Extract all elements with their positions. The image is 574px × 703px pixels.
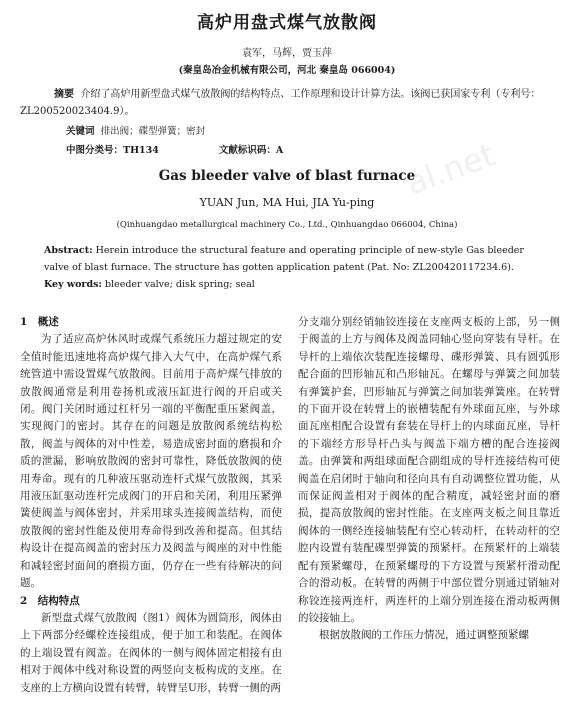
section-heading-1: 1 概述 <box>20 316 59 328</box>
abstract-english-text: Herein introduce the structural feature and operating principle of new-style Gas bleeder valve of blast furnace. The structure has gotten application patent (Pat. No: ZL200420117234.6). <box>44 245 524 273</box>
clc-label: 中图分类号： <box>66 145 124 156</box>
abstract-chinese-text: 介绍了高炉用新型盘式煤气放散阀的结构特点、工作原理和设计计算方法。该阀已获国家专利（专利号：ZL200520023404.9）。 <box>20 89 541 117</box>
authors-english: YUAN Jun, MA Hui, JIA Yu-ping <box>199 196 375 209</box>
abstract-english <box>44 242 544 276</box>
clc-value: TH134 <box>123 145 159 156</box>
watermark: al.net <box>401 135 500 203</box>
keywords-english <box>44 279 255 290</box>
title-chinese: 高炉用盘式煤气放散阀 <box>197 13 377 33</box>
doc-code-label: 文献标识码： <box>218 145 276 156</box>
title-english: Gas bleeder valve of blast furnace <box>158 168 416 184</box>
section-2-paragraph-overflow: 分支端分别经销轴铰连接在支座两支板的上部，另一侧于阀盖的上方与阀体及阀盖同轴心竖向穿装有导杆。在导杆的上端依次装配连接螺母、碟形弹簧、具有圆弧形配合面的凹形轴瓦和凸形轴瓦。在螺母与弹簧之间加装有弹簧护套，凹形轴瓦与弹簧之间加装弹簧座。在转臂的下面开设在转臂上的嵌槽装配有外球面瓦座，与外球面瓦座相配合设置有套装在导杆上的内球面瓦座，导杆的下端经方形导杆凸头与阀盖下端方槽的配合连接阀盖。由弹簧和两组球面配合副组成的导杆连接结构可使阀盖在启闭时于轴向和径向具有自动调整位置功能，从而保证阀盖相对于阀体的配合精度，减轻密封面的磨损，提高放散阀的密封性能。在支座两支板之间且靠近阀体的一侧经连接轴装配有空心转动杆，在转动杆的空腔内设置有装配碟型弹簧的预紧杆。在预紧杆的上端装配有预紧螺母，在预紧螺母的下方设置与预紧杆滑动配合的滑动板。在转臂的两侧于中部位置分别通过销轴对称铰连接两连杆，两连杆的上端分别连接在滑动板两侧的铰接轴上。 <box>298 316 560 624</box>
authors-chinese: 袁军，马辉，贾玉萍 <box>242 48 332 59</box>
keywords-chinese-text: 排出阀；碟型弹簧；密封 <box>100 126 206 137</box>
keywords-chinese-label: 关键词 <box>66 126 95 137</box>
section-2-paragraph: 新型盘式煤气放散阀（图1）阀体为圆筒形，阀体由上下两部分经螺栓连接组成，便于加工和装配。在阀体的上端设置有阀盖。在阀体的一侧与阀体固定相接有由相对于阀体中线对称设置的两竖向支板构成的支座。在支座的上方横向设置有转臂，转臂呈U形，转臂一侧的两 <box>20 611 282 694</box>
affiliation-english: (Qinhuangdao metallurgical machinery Co., Ltd., Qinhuangdao 066004, China) <box>116 220 458 230</box>
doc-code-value: A <box>275 145 284 156</box>
section-1-paragraph: 为了适应高炉休风时或煤气系统压力超过规定的安全值时能迅速地将高炉煤气排入大气中，在高炉煤气系统管道中需设置煤气放散阀。目前用于高炉煤气排放的放散阀通常是利用卷扬机或液压缸进行阀的开启或关闭。阀门关闭时通过杠杆另一端的平衡配重压紧阀盖，实现阀门的密封。其存在的问题是放散阀系统结构松散，阀盖与阀体的对中性差，易造成密封面的磨损和介质的泄漏，影响放散阀的密封可靠性，降低放散阀的使用寿命。现有的几种液压驱动连杆式煤气放散阀，其采用液压缸驱动连杆完成阀门的开启和关闭，利用压紧弹簧使阀盖与阀体密封，并采用球头连接阀盖结构，而使放散阀的密封性能及使用寿命得到改善和提高。但其结构设计在提高阀盖的密封压力及阀盖与阀座的对中性能和减轻密封面间的磨损方面，仍存在一些有待解决的问题。 <box>20 333 282 590</box>
section-2-paragraph-continued: 根据放散阀的工作压力情况，通过调整预紧螺 <box>319 629 529 642</box>
keywords-english-label: Key words: <box>44 279 102 290</box>
abstract-english-label: Abstract: <box>44 245 93 256</box>
classification-row <box>66 142 283 156</box>
body-column-right <box>298 314 560 645</box>
abstract-chinese-label: 摘要 <box>54 89 74 100</box>
body-column-left <box>20 314 282 697</box>
affiliation-chinese: (秦皇岛冶金机械有限公司，河北 秦皇岛 066004) <box>178 65 396 76</box>
keywords-chinese <box>66 123 205 137</box>
keywords-english-text: bleeder valve; disk spring; seal <box>104 279 255 290</box>
section-heading-2: 2 结构特点 <box>20 594 80 607</box>
abstract-chinese <box>20 86 550 120</box>
